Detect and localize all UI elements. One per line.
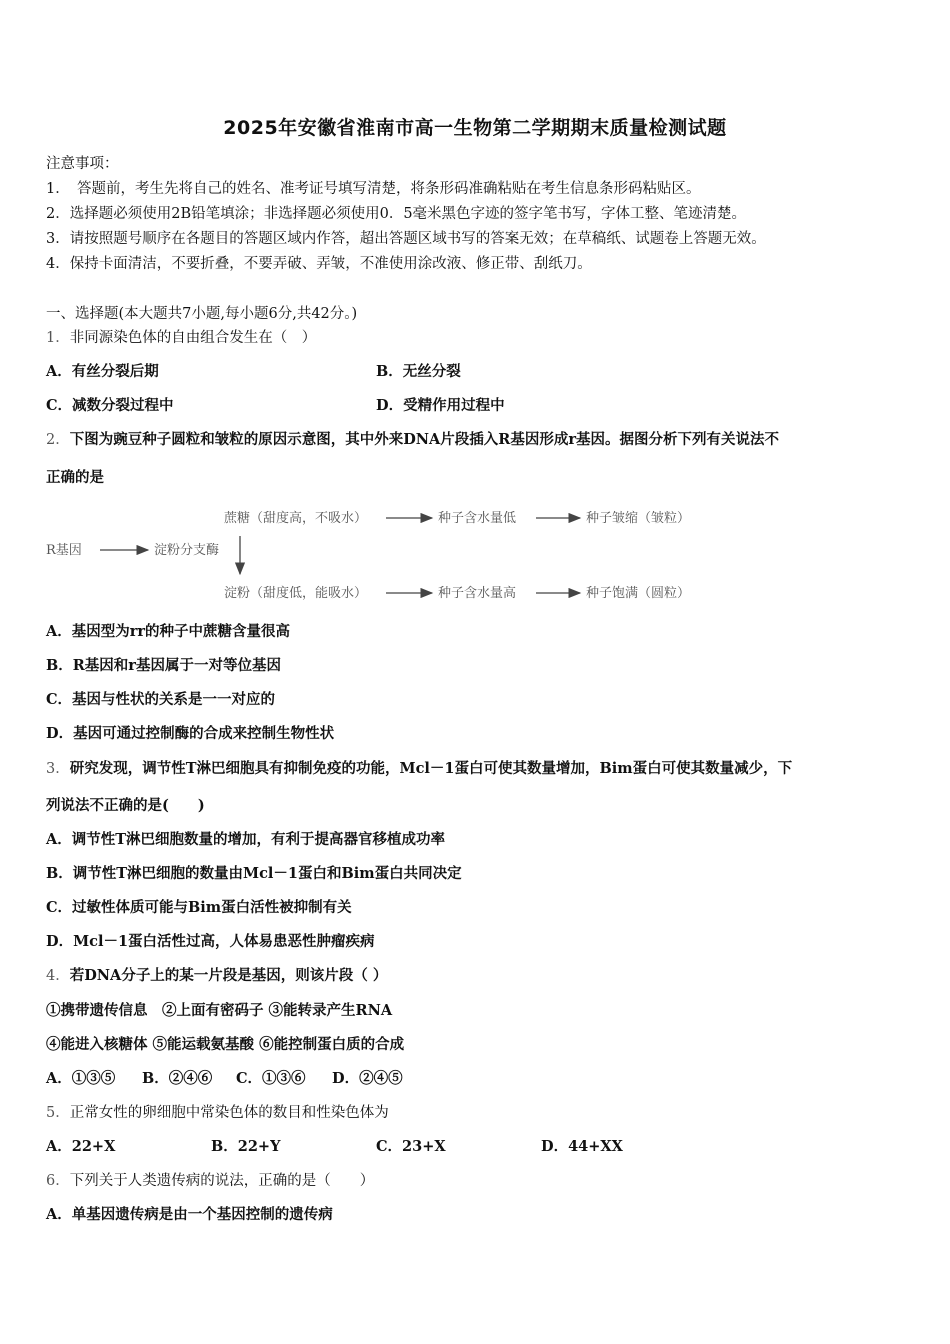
notice-item: 3．请按照题号顺序在各题目的答题区域内作答，超出答题区域书写的答案无效；在草稿纸、试题卷上答题无效。 bbox=[46, 231, 766, 247]
diagram-starch: 淀粉（甜度低，能吸水） bbox=[224, 586, 368, 601]
question-number: 2． bbox=[46, 432, 70, 448]
statement-line: ④能进入核糖体 ⑤能运载氨基酸 ⑥能控制蛋白质的合成 bbox=[46, 1036, 405, 1053]
diagram-wrinkled: 种子皱缩（皱粒） bbox=[586, 511, 691, 526]
option-b: B．R基因和r基因属于一对等位基因 bbox=[46, 657, 281, 674]
option-c: C．过敏性体质可能与Bim蛋白活性被抑制有关 bbox=[46, 899, 352, 916]
option-d: D．受精作用过程中 bbox=[376, 397, 505, 414]
option-b: B．无丝分裂 bbox=[376, 363, 461, 380]
option-d: D．44+XX bbox=[541, 1138, 623, 1155]
option-a: A．①③⑤ bbox=[46, 1070, 116, 1087]
question-6 bbox=[46, 1169, 374, 1190]
option-a: A．基因型为rr的种子中蔗糖含量很高 bbox=[46, 623, 291, 640]
question-stem: 研究发现，调节性T淋巴细胞具有抑制免疫的功能，Mcl－1蛋白可使其数量增加，Bim蛋白可使其数量减少，下 bbox=[69, 760, 793, 777]
option-d: D．Mcl－1蛋白活性过高，人体易患恶性肿瘤疾病 bbox=[46, 933, 375, 950]
option-c: C．①③⑥ bbox=[236, 1070, 306, 1087]
question-3 bbox=[46, 757, 792, 778]
question-number: 5． bbox=[46, 1105, 70, 1121]
option-a: A．调节性T淋巴细胞数量的增加，有利于提高器官移植成功率 bbox=[46, 831, 446, 848]
diagram-round: 种子饱满（圆粒） bbox=[586, 586, 691, 601]
option-c: C．减数分裂过程中 bbox=[46, 397, 174, 414]
option-c: C．基因与性状的关系是一一对应的 bbox=[46, 691, 276, 708]
question-stem: 下列关于人类遗传病的说法，正确的是（ ） bbox=[69, 1173, 375, 1189]
option-a: A．有丝分裂后期 bbox=[46, 363, 159, 380]
diagram-water-high: 种子含水量高 bbox=[438, 586, 517, 601]
question-stem: 若DNA分子上的某一片段是基因，则该片段（ ） bbox=[69, 967, 388, 984]
option-a: A．单基因遗传病是由一个基因控制的遗传病 bbox=[46, 1206, 333, 1223]
option-d: D．基因可通过控制酶的合成来控制生物性状 bbox=[46, 725, 335, 742]
question-4 bbox=[46, 964, 387, 985]
diagram-gene: R基因 bbox=[46, 543, 82, 558]
pea-seed-diagram bbox=[44, 500, 724, 610]
question-stem: 非同源染色体的自由组合发生在（ ） bbox=[69, 330, 317, 346]
question-2 bbox=[46, 428, 779, 449]
question-1 bbox=[46, 326, 316, 347]
option-b: B．22+Y bbox=[211, 1138, 281, 1155]
notice-item: 2．选择题必须使用2B铅笔填涂；非选择题必须使用0．5毫米黑色字迹的签字笔书写，字体工整、笔迹清楚。 bbox=[46, 206, 747, 222]
notice-item: 1． 答题前，考生先将自己的姓名、准考证号填写清楚，将条形码准确粘贴在考生信息条形码粘贴区。 bbox=[46, 181, 701, 197]
diagram-sucrose: 蔗糖（甜度高，不吸水） bbox=[224, 511, 368, 526]
notice-item: 4．保持卡面清洁，不要折叠，不要弄破、弄皱，不准使用涂改液、修正带、刮纸刀。 bbox=[46, 256, 592, 272]
question-number: 1． bbox=[46, 330, 70, 346]
question-number: 6． bbox=[46, 1173, 70, 1189]
question-stem: 下图为豌豆种子圆粒和皱粒的原因示意图，其中外来DNA片段插入R基因形成r基因。据图分析下列有关说法不 bbox=[69, 431, 779, 448]
page-title: 2025年安徽省淮南市高一生物第二学期期末质量检测试题 bbox=[223, 117, 727, 139]
question-number: 4． bbox=[46, 968, 70, 984]
section-heading: 一、选择题(本大题共7小题,每小题6分,共42分。) bbox=[46, 306, 358, 322]
option-b: B．调节性T淋巴细胞的数量由Mcl－1蛋白和Bim蛋白共同决定 bbox=[46, 865, 462, 882]
question-number: 3． bbox=[46, 761, 70, 777]
question-5 bbox=[46, 1101, 389, 1122]
question-stem-cont: 列说法不正确的是( ) bbox=[46, 797, 205, 814]
option-b: B．②④⑥ bbox=[142, 1070, 213, 1087]
diagram-enzyme: 淀粉分支酶 bbox=[154, 543, 220, 558]
option-a: A．22+X bbox=[46, 1138, 116, 1155]
statement-line: ①携带遗传信息 ②上面有密码子 ③能转录产生RNA bbox=[46, 1002, 393, 1019]
option-d: D．②④⑤ bbox=[332, 1070, 403, 1087]
question-stem-cont: 正确的是 bbox=[46, 469, 104, 486]
notice-heading: 注意事项： bbox=[46, 156, 119, 172]
question-stem: 正常女性的卵细胞中常染色体的数目和性染色体为 bbox=[69, 1105, 389, 1121]
option-c: C．23+X bbox=[376, 1138, 446, 1155]
diagram-water-low: 种子含水量低 bbox=[438, 511, 517, 526]
